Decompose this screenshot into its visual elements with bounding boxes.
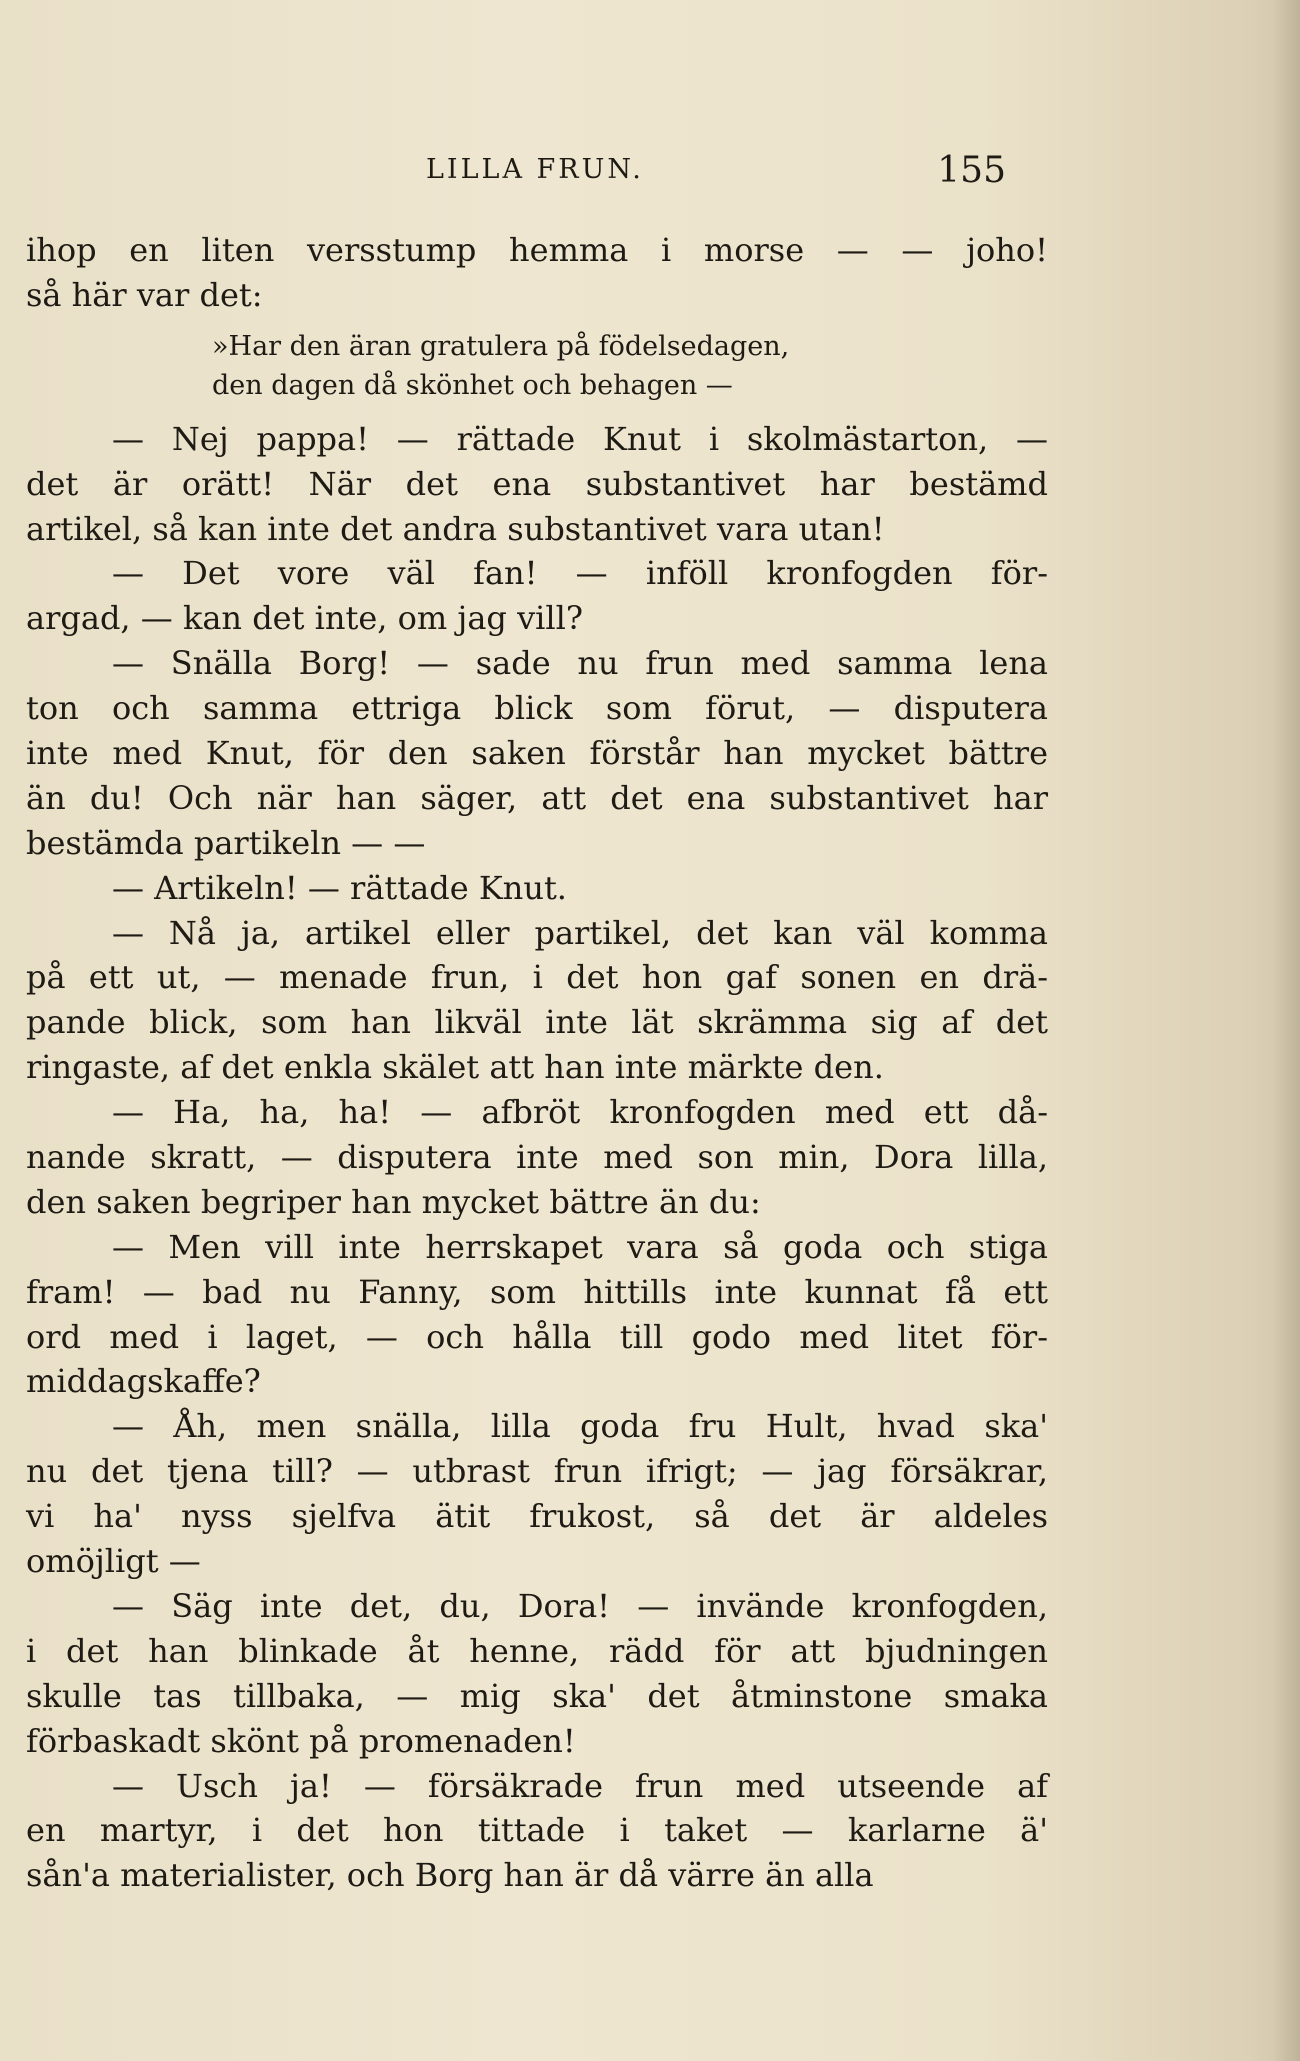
verse-quote (26, 318, 1048, 417)
text-line: i det han blinkade åt henne, rädd för att bjudningen (26, 1631, 1048, 1670)
running-head (26, 150, 1006, 190)
text-line: ihop en liten versstump hemma i morse — — joho! (26, 231, 1048, 269)
text-line: — Säg inte det, du, Dora! — invände kronfogden, (112, 1586, 1048, 1625)
text-line: på ett ut, — menade frun, i det hon gaf sonen en drä- (26, 958, 1048, 997)
text-line: artikel, så kan inte det andra substantivet vara utan! (26, 509, 885, 548)
text-line: — Snälla Borg! — sade nu frun med samma lena (112, 644, 1048, 683)
text-line: — Åh, men snälla, lilla goda fru Hult, hvad ska' (112, 1407, 1048, 1446)
text-line: det är orätt! När det ena substantivet har bestämd (26, 464, 1048, 503)
paragraph (26, 1764, 1048, 1899)
text-line: nu det tjena till? — utbrast frun ifrigt; — jag försäkrar, (26, 1452, 1048, 1491)
text-line: nande skratt, — disputera inte med son min, Dora lilla, (26, 1138, 1048, 1177)
paragraph (26, 551, 1048, 641)
text-line: än du! Och när han säger, att det ena substantivet har (26, 778, 1048, 817)
page-edge-shadow (1274, 0, 1300, 2061)
text-line: — Nej pappa! — rättade Knut i skolmästarton, — (112, 419, 1048, 458)
text-line: skulle tas tillbaka, — mig ska' det åtminstone smaka (26, 1676, 1048, 1715)
text-line: middagskaffe? (26, 1362, 261, 1401)
text-line: ringaste, af det enkla skälet att han inte märkte den. (26, 1048, 884, 1087)
text-line: — Nå ja, artikel eller partikel, det kan väl komma (112, 913, 1048, 952)
verse-line: den dagen då skönhet och behagen — (212, 369, 733, 401)
running-title: LILLA FRUN. (426, 154, 644, 185)
text-line: en martyr, i det hon tittade i taket — karlarne ä' (26, 1811, 1048, 1850)
text-line: — Ha, ha, ha! — afbröt kronfogden med ett då- (112, 1093, 1048, 1132)
text-line: omöjligt — (26, 1542, 201, 1581)
verse-line: »Har den äran gratulera på födelsedagen, (212, 330, 790, 362)
text-line: den saken begriper han mycket bättre än du: (26, 1182, 761, 1221)
text-line: — Men vill inte herrskapet vara så goda och stiga (112, 1227, 1048, 1266)
paragraphs (26, 417, 1048, 1898)
text-line: pande blick, som han likväl inte lät skrämma sig af det (26, 1003, 1048, 1042)
page-number: 155 (937, 150, 1006, 191)
text-line: inte med Knut, för den saken förstår han mycket bättre (26, 734, 1048, 773)
text-line: förbaskadt skönt på promenaden! (26, 1721, 576, 1760)
text-line: fram! — bad nu Fanny, som hittills inte kunnat få ett (26, 1272, 1048, 1311)
text-line: så här var det: (26, 275, 263, 314)
paragraph (26, 911, 1048, 1091)
text-line: vi ha' nyss sjelfva ätit frukost, så det är aldeles (26, 1497, 1048, 1536)
text-line: — Det vore väl fan! — inföll kronfogden för- (112, 554, 1048, 593)
paragraph (26, 866, 1048, 911)
paragraph (26, 417, 1048, 552)
text-line: sån'a materialister, och Borg han är då värre än alla (26, 1856, 874, 1895)
paragraph (26, 641, 1048, 865)
paragraph (26, 1404, 1048, 1584)
text-line: argad, — kan det inte, om jag vill? (26, 599, 583, 638)
text-line: bestämda partikeln — — (26, 823, 426, 862)
paragraph (26, 1090, 1048, 1225)
text-line: ord med i laget, — och hålla till godo med litet för- (26, 1317, 1048, 1356)
paragraph (26, 1225, 1048, 1405)
text-line: — Artikeln! — rättade Knut. (112, 868, 567, 907)
paragraph (26, 1584, 1048, 1764)
text-line: — Usch ja! — försäkrade frun med utseende af (112, 1766, 1048, 1805)
text-line: ton och samma ettriga blick som förut, — disputera (26, 689, 1048, 728)
body-text (26, 228, 1048, 1898)
